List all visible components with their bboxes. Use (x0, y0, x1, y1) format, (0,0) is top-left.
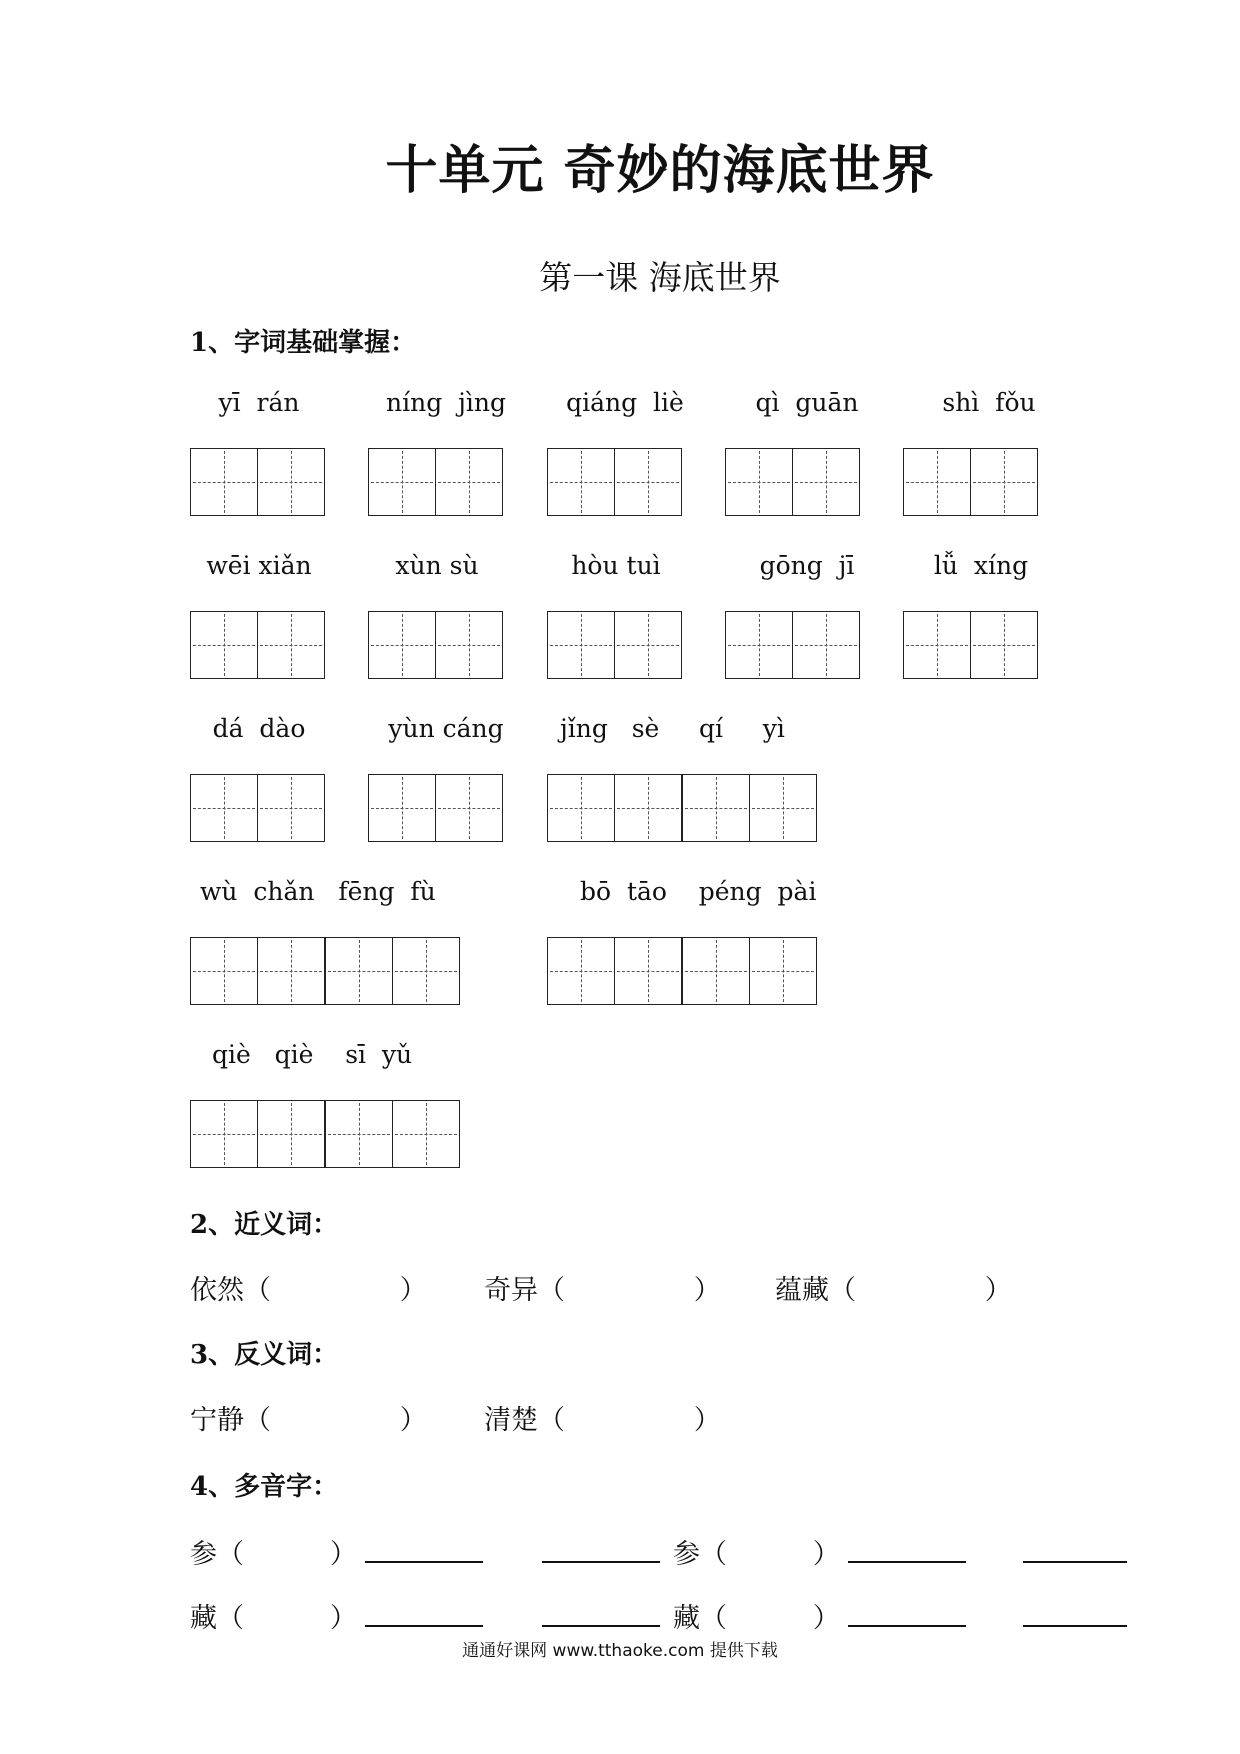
unit-title: 十单元 奇妙的海底世界 (385, 141, 935, 201)
antonym-item[interactable]: 宁静（ ） (190, 1405, 427, 1436)
writing-grid[interactable] (725, 611, 858, 679)
lesson-subtitle: 第一课 海底世界 (539, 258, 781, 297)
pinyin-label: wēi xiǎn (206, 551, 312, 580)
pinyin-label: qiè qiè sī yǔ (212, 1040, 413, 1069)
answer-line[interactable] (1023, 1625, 1127, 1627)
answer-line[interactable] (365, 1625, 483, 1627)
writing-grid[interactable] (368, 774, 501, 842)
answer-line[interactable] (848, 1561, 966, 1563)
writing-grid[interactable] (903, 611, 1036, 679)
pinyin-label: wù chǎn fēng fù (200, 877, 436, 906)
writing-grid[interactable] (547, 611, 680, 679)
section1-heading: 1、字词基础掌握： (190, 328, 417, 358)
synonym-item[interactable]: 奇异（ ） (484, 1275, 721, 1306)
pinyin-label: xùn sù (395, 551, 479, 580)
writing-grid[interactable] (190, 1100, 458, 1168)
pinyin-label: lǚ xíng (933, 551, 1029, 580)
pinyin-label: gōng jī (759, 551, 855, 580)
section4-heading: 4、多音字： (190, 1472, 339, 1502)
answer-line[interactable] (542, 1625, 660, 1627)
polyphone-item[interactable]: 参（ ） (190, 1539, 357, 1570)
synonym-item[interactable]: 依然（ ） (190, 1275, 427, 1306)
pinyin-label: qì guān (755, 388, 859, 417)
writing-grid[interactable] (368, 448, 501, 516)
antonym-item[interactable]: 清楚（ ） (484, 1405, 721, 1436)
pinyin-label: qiáng liè (566, 388, 684, 417)
writing-grid[interactable] (725, 448, 858, 516)
writing-grid[interactable] (190, 774, 323, 842)
synonym-item[interactable]: 蕴藏（ ） (775, 1275, 1012, 1306)
writing-grid[interactable] (903, 448, 1036, 516)
writing-grid[interactable] (190, 448, 323, 516)
writing-grid[interactable] (547, 448, 680, 516)
polyphone-item[interactable]: 参（ ） (673, 1539, 840, 1570)
pinyin-label: yī rán (218, 388, 300, 417)
answer-line[interactable] (848, 1625, 966, 1627)
answer-line[interactable] (542, 1561, 660, 1563)
polyphone-item[interactable]: 藏（ ） (190, 1603, 357, 1634)
pinyin-label: níng jìng (386, 388, 506, 417)
pinyin-label: dá dào (212, 714, 306, 743)
answer-line[interactable] (1023, 1561, 1127, 1563)
pinyin-label: yùn cáng (388, 714, 504, 743)
section2-heading: 2、近义词： (190, 1210, 339, 1240)
polyphone-item[interactable]: 藏（ ） (673, 1603, 840, 1634)
writing-grid[interactable] (190, 937, 458, 1005)
pinyin-label: shì fǒu (942, 388, 1036, 417)
pinyin-label: jǐng sè qí yì (560, 714, 785, 743)
writing-grid[interactable] (368, 611, 501, 679)
answer-line[interactable] (365, 1561, 483, 1563)
writing-grid[interactable] (547, 937, 815, 1005)
footer-credit: 通通好课网 www.tthaoke.com 提供下载 (462, 1641, 778, 1661)
writing-grid[interactable] (547, 774, 815, 842)
pinyin-label: bō tāo péng pài (580, 877, 817, 906)
writing-grid[interactable] (190, 611, 323, 679)
section3-heading: 3、反义词： (190, 1340, 339, 1370)
pinyin-label: hòu tuì (571, 551, 661, 580)
